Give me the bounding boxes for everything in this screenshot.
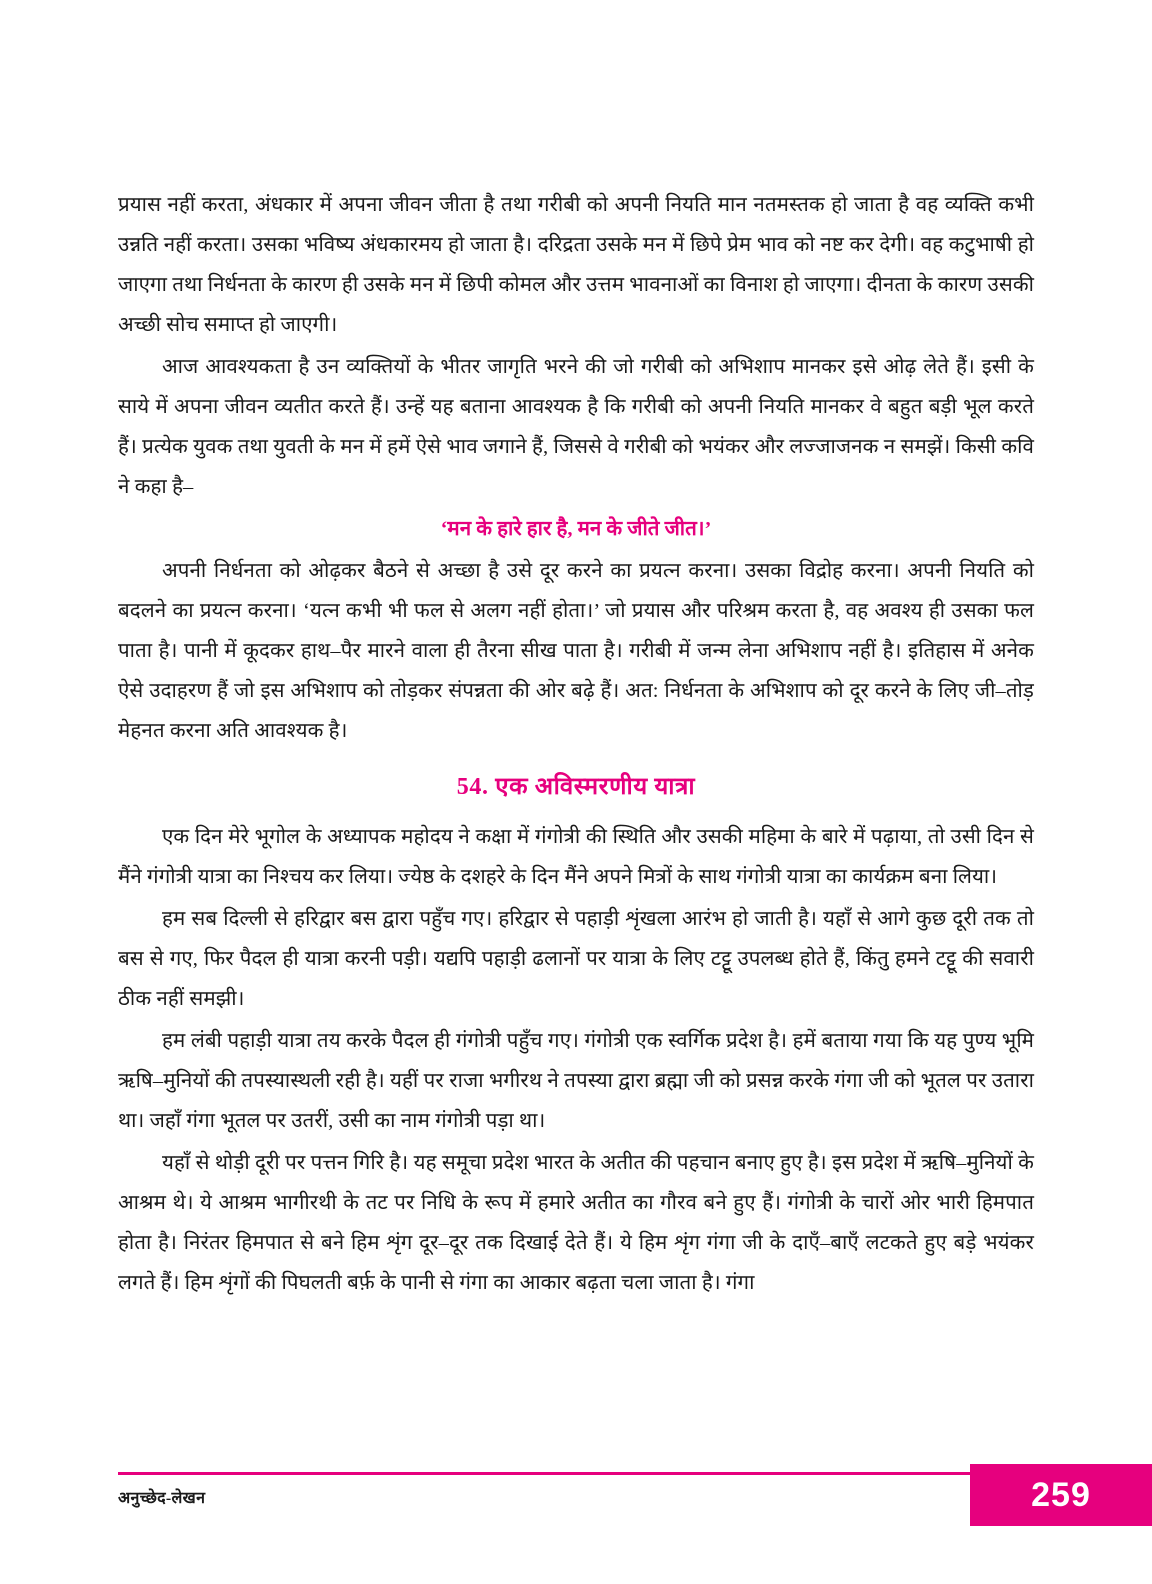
section-heading: 54. एक अविस्मरणीय यात्रा <box>456 774 696 800</box>
page-footer <box>0 1434 1152 1584</box>
paragraph: यहाँ से थोड़ी दूरी पर पत्तन गिरि है। यह समूचा प्रदेश भारत के अतीत की पहचान बनाए हुए है। इस प्रदेश में ऋषि–मुनियों के आश्रम थे। ये आश्रम भागीरथी के तट पर निधि के रूप में हमारे अतीत का गौरव बने हुए हैं। गंगोत्री के चारों ओर भारी हिमपात होता है। निरंतर हिमपात से बने हिम शृंग दूर–दूर तक दिखाई देते हैं। ये हिम शृंग गंगा जी के दाएँ–बाएँ लटकते हुए बड़े भयंकर लगते हैं। हिम शृंगों की पिघलती बर्फ़ के पानी से गंगा का आकार बढ़ता चला जाता है। गंगा <box>118 1152 1034 1294</box>
paragraph: एक दिन मेरे भूगोल के अध्यापक महोदय ने कक्षा में गंगोत्री की स्थिति और उसकी महिमा के बारे में पढ़ाया, तो उसी दिन से मैंने गंगोत्री यात्रा का निश्चय कर लिया। ज्येष्ठ के दशहरे के दिन मैंने अपने मित्रों के साथ गंगोत्री यात्रा का कार्यक्रम बना लिया। <box>118 826 1034 888</box>
paragraph: हम लंबी पहाड़ी यात्रा तय करके पैदल ही गंगोत्री पहुँच गए। गंगोत्री एक स्वर्गिक प्रदेश है। हमें बताया गया कि यह पुण्य भूमि ऋषि–मुनियों की तपस्यास्थली रही है। यहीं पर राजा भगीरथ ने तपस्या द्वारा ब्रह्मा जी को प्रसन्न करके गंगा जी को भूतल पर उतारा था। जहाँ गंगा भूतल पर उतरीं, उसी का नाम गंगोत्री पड़ा था। <box>118 1030 1034 1132</box>
paragraph-continuation: प्रयास नहीं करता, अंधकार में अपना जीवन जीता है तथा गरीबी को अपनी नियति मान नतमस्तक हो जाता है वह व्यक्ति कभी उन्नति नहीं करता। उसका भविष्य अंधकारमय हो जाता है। दरिद्रता उसके मन में छिपे प्रेम भाव को नष्ट कर देगी। वह कटुभाषी हो जाएगा तथा निर्धनता के कारण ही उसके मन में छिपी कोमल और उत्तम भावनाओं का विनाश हो जाएगा। दीनता के कारण उसकी अच्छी सोच समाप्त हो जाएगी। <box>118 194 1034 336</box>
verse-quote: ‘मन के हारे हार है, मन के जीते जीत।’ <box>440 518 712 540</box>
page-number: 259 <box>970 1464 1152 1526</box>
paragraph: अपनी निर्धनता को ओढ़कर बैठने से अच्छा है उसे दूर करने का प्रयत्न करना। उसका विद्रोह करना। अपनी नियति को बदलने का प्रयत्न करना। ‘यत्न कभी भी फल से अलग नहीं होता।’ जो प्रयास और परिश्रम करता है, वह अवश्य ही उसका फल पाता है। पानी में कूदकर हाथ–पैर मारने वाला ही तैरना सीख पाता है। गरीबी में जन्म लेना अभिशाप नहीं है। इतिहास में अनेक ऐसे उदाहरण हैं जो इस अभिशाप को तोड़कर संपन्नता की ओर बढ़े हैं। अत: निर्धनता के अभिशाप को दूर करने के लिए जी–तोड़ मेहनत करना अति आवश्यक है। <box>118 560 1034 742</box>
paragraph: हम सब दिल्ली से हरिद्वार बस द्वारा पहुँच गए। हरिद्वार से पहाड़ी शृंखला आरंभ हो जाती है। यहाँ से आगे कुछ दूरी तक तो बस से गए, फिर पैदल ही यात्रा करनी पड़ी। यद्यपि पहाड़ी ढलानों पर यात्रा के लिए टट्टू उपलब्ध होते हैं, किंतु हमने टट्टू की सवारी ठीक नहीं समझी। <box>118 908 1034 1010</box>
footer-label: अनुच्छेद-लेखन <box>118 1490 206 1507</box>
footer-divider <box>118 1472 1034 1475</box>
paragraph: आज आवश्यकता है उन व्यक्तियों के भीतर जागृति भरने की जो गरीबी को अभिशाप मानकर इसे ओढ़ लेते हैं। इसी के साये में अपना जीवन व्यतीत करते हैं। उन्हें यह बताना आवश्यक है कि गरीबी को अपनी नियति मानकर वे बहुत बड़ी भूल करते हैं। प्रत्येक युवक तथा युवती के मन में हमें ऐसे भाव जगाने हैं, जिससे वे गरीबी को भयंकर और लज्जाजनक न समझें। किसी कवि ने कहा है– <box>118 356 1034 498</box>
